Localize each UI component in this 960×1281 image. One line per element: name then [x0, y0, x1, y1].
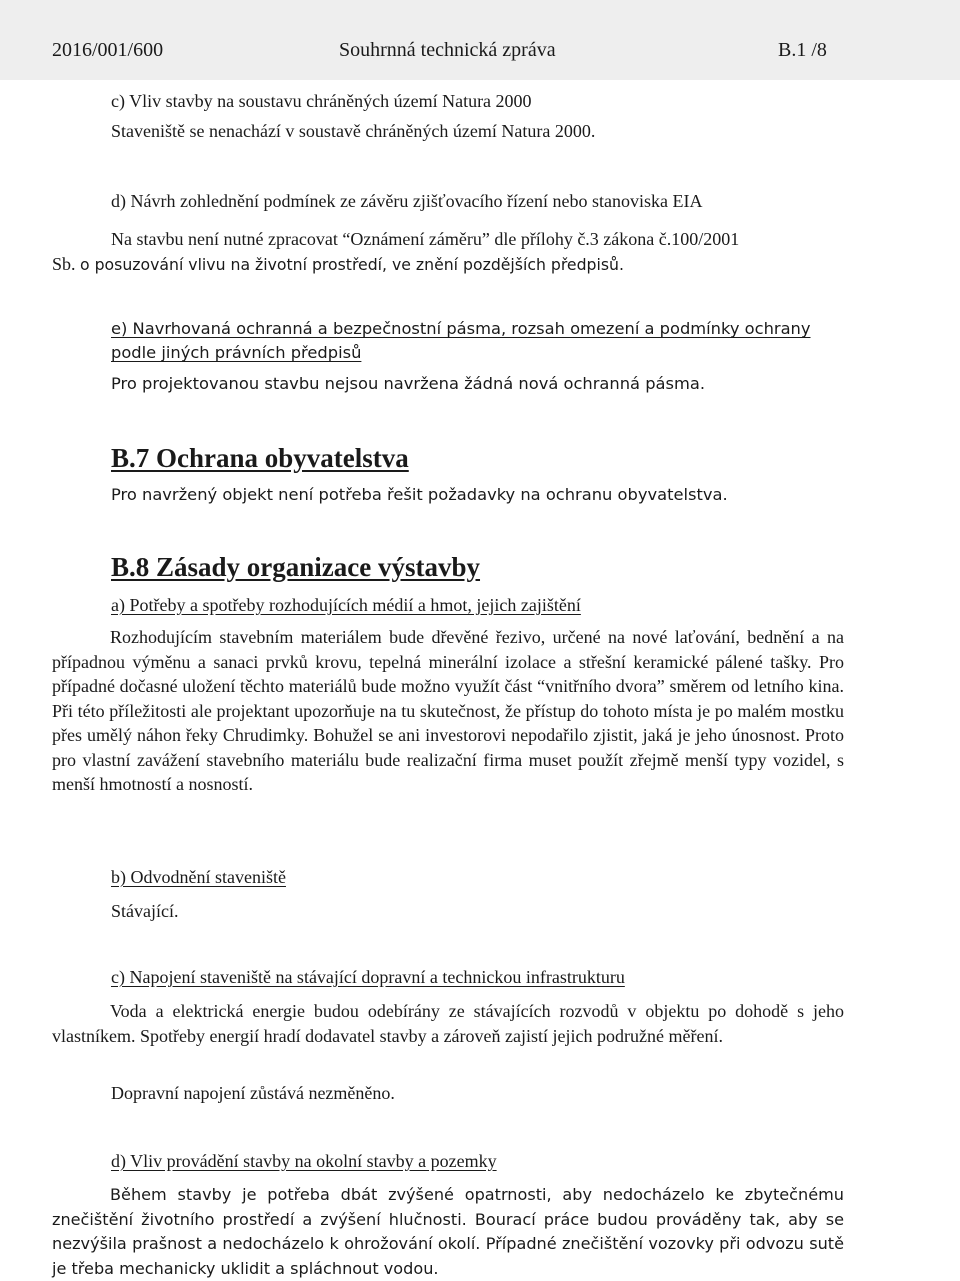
- b8-d-text: Během stavby je potřeba dbát zvýšené opatrnosti, aby nedocházelo ke zbytečnému znečištění životního prostředí a zvýšení hlučnosti. Bourací práce budou prováděny tak, aby se nezvýšila prašnost a nedocházelo k ohrožování okolí. Případné znečištění vozovky při odvozu sutě je třeba mechanicky uklidit a spláchnout vodou.: [52, 1185, 844, 1278]
- page-number: B.1 /8: [778, 39, 827, 61]
- b8-d-heading: d) Vliv provádění stavby na okolní stavby a pozemky: [111, 1151, 497, 1171]
- protection-zones-text: Pro projektovanou stavbu nejsou navržena žádná nová ochranná pásma.: [111, 374, 705, 393]
- eia-text-line1: Na stavbu není nutné zpracovat “Oznámení záměru” dle přílohy č.3 zákona č.100/2001: [111, 229, 740, 249]
- b8-a-paragraph: [52, 625, 844, 797]
- document-title: Souhrnná technická zpráva: [339, 39, 556, 61]
- b8-a-text: Rozhodujícím stavebním materiálem bude dřevěné řezivo, určené na nové laťování, bednění a na případnou výměnu a sanaci prvků krovu, tepelná minerální izolace a střešní keramické pálené tašky. Pro případné dočasné uložení těchto materiálů bude možno využít část “vnitřního dvora” směrem od letního kina. Při této příležitosti ale projektant upozorňuje na tu skutečnost, že přístup do tohoto místa je po malém mostku přes umělý náhon řeky Chrudimky. Bohužel se ani investorovi nepodařilo zjistit, jaká je jeho únosnost. Proto pro vlastní zavážení stavebního materiálu bude realizační firma muset použít zřejmě menší typy vozidel, s menší hmotností a nosností.: [52, 627, 844, 794]
- b8-b-text: Stávající.: [111, 901, 179, 921]
- b8-b-heading: b) Odvodnění staveniště: [111, 867, 286, 887]
- eia-text-line2: [52, 253, 624, 276]
- natura-text: Staveniště se nenachází v soustavě chráněných území Natura 2000.: [111, 121, 596, 141]
- eia-text-line2-sb: Sb.: [52, 254, 76, 274]
- b8-c-paragraph: [52, 999, 844, 1048]
- b8-c-text2: Dopravní napojení zůstává nezměněno.: [111, 1083, 395, 1103]
- b7-text: Pro navržený objekt není potřeba řešit požadavky na ochranu obyvatelstva.: [111, 485, 728, 504]
- b8-c-text: Voda a elektrická energie budou odebírány ze stávajících rozvodů v objektu po dohodě s jeho vlastníkem. Spotřeby energií hradí dodavatel stavby a zároveň zajistí jejich podružné měření.: [52, 1001, 844, 1046]
- eia-heading: d) Návrh zohlednění podmínek ze závěru zjišťovacího řízení nebo stanoviska EIA: [111, 191, 703, 211]
- document-number: 2016/001/600: [52, 39, 164, 61]
- b7-heading: B.7 Ochrana obyvatelstva: [111, 443, 409, 473]
- protection-zones-heading-line1: e) Navrhovaná ochranná a bezpečnostní pásma, rozsah omezení a podmínky ochrany: [111, 319, 811, 338]
- protection-zones-heading-line2: podle jiných právních předpisů: [111, 343, 362, 362]
- page-header: [0, 0, 960, 80]
- eia-text-line2-rest: o posuzování vlivu na životní prostředí, ve znění pozdějších předpisů.: [80, 255, 624, 274]
- b8-heading: B.8 Zásady organizace výstavby: [111, 552, 481, 582]
- b8-c-heading: c) Napojení staveniště na stávající dopravní a technickou infrastrukturu: [111, 967, 625, 987]
- b8-d-paragraph: [52, 1183, 844, 1281]
- natura-heading: c) Vliv stavby na soustavu chráněných území Natura 2000: [111, 91, 532, 111]
- b8-a-heading: a) Potřeby a spotřeby rozhodujících médií a hmot, jejich zajištění: [111, 595, 581, 615]
